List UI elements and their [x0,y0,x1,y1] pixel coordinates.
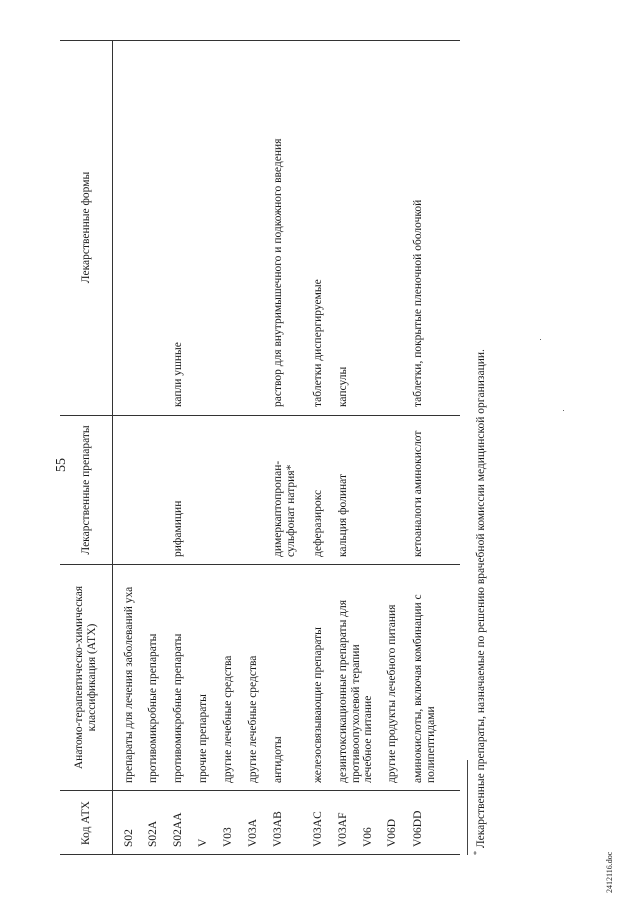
atc-code-cell: V06 [362,827,374,847]
atc-code-cell: V06D [386,818,398,847]
table-row [331,40,362,855]
table-row [141,40,166,855]
table-row [356,40,380,855]
drug-cell: кальция фолинат [337,473,349,557]
table-row [380,40,406,855]
footnote-rule [467,760,468,855]
table-row [306,40,331,855]
table-row [117,40,141,855]
header-drugs: Лекарственные препараты [79,425,92,555]
atc-code-cell: V03 [222,827,234,847]
drug-cell: деферазирокс [312,489,324,557]
atc-code-cell: S02AA [172,812,184,847]
table-row [266,40,306,855]
footnote [472,349,487,855]
drug-table [60,40,460,855]
table-row [191,40,216,855]
table-row [166,40,191,855]
header-classification: Анатомо-терапевтическо-химическая классификация (АТХ) [73,585,98,770]
page-number: 55 [54,458,69,472]
footnote-marker: * [472,851,481,855]
document-id: 2412116.doc [605,851,614,893]
header-dosage-forms: Лекарственные формы [79,171,92,284]
table-row [216,40,241,855]
dosage-form-cell: таблетки, покрытые пленочной оболочкой [412,199,424,407]
table-row [241,40,266,855]
header-divider [112,40,113,855]
classification-cell: лечебное питание [362,695,374,783]
dosage-form-cell: капсулы [337,366,349,407]
classification-cell: препараты для лечения заболеваний уха [123,586,135,783]
classification-cell: другие лечебные средства [222,655,234,783]
atc-code-cell: V03AB [272,811,284,847]
drug-cell: рифамицин [172,500,184,557]
atc-code-cell: V03AF [337,812,349,847]
footnote-text: Лекарственные препараты, назначаемые по решению врачебной комиссии медицинской организации. [474,349,487,849]
atc-code-cell: S02 [123,829,135,847]
atc-code-cell: V03AC [312,811,324,847]
atc-code-cell: V06DD [412,810,424,847]
classification-cell: другие продукты лечебного питания [386,604,398,783]
classification-cell: антидоты [272,736,284,783]
atc-code-cell: V [197,838,209,847]
classification-cell: железосвязывающие препараты [312,627,324,783]
table-row [406,40,446,855]
dosage-form-cell: капли ушные [172,342,184,407]
header-atc-code: Код АТХ [79,801,92,845]
scan-speck [540,339,541,340]
classification-cell: аминокислоты, включая комбинации с полипептидами [412,594,437,783]
atc-code-cell: S02A [147,820,159,847]
classification-cell: противомикробные препараты [172,633,184,783]
dosage-form-cell: таблетки диспергируемые [312,279,324,407]
classification-cell: дезинтоксикационные препараты для противоопухолевой терапии [337,599,362,783]
atc-code-cell: V03A [247,818,259,847]
drug-cell: димеркаптопропан-сульфонат натрия* [272,460,297,557]
dosage-form-cell: раствор для внутримышечного и подкожного введения [272,138,284,407]
drug-cell: кетоаналоги аминокислот [412,430,424,557]
classification-cell: другие лечебные средства [247,655,259,783]
scan-speck [563,410,564,411]
classification-cell: прочие препараты [197,694,209,783]
classification-cell: противомикробные препараты [147,633,159,783]
